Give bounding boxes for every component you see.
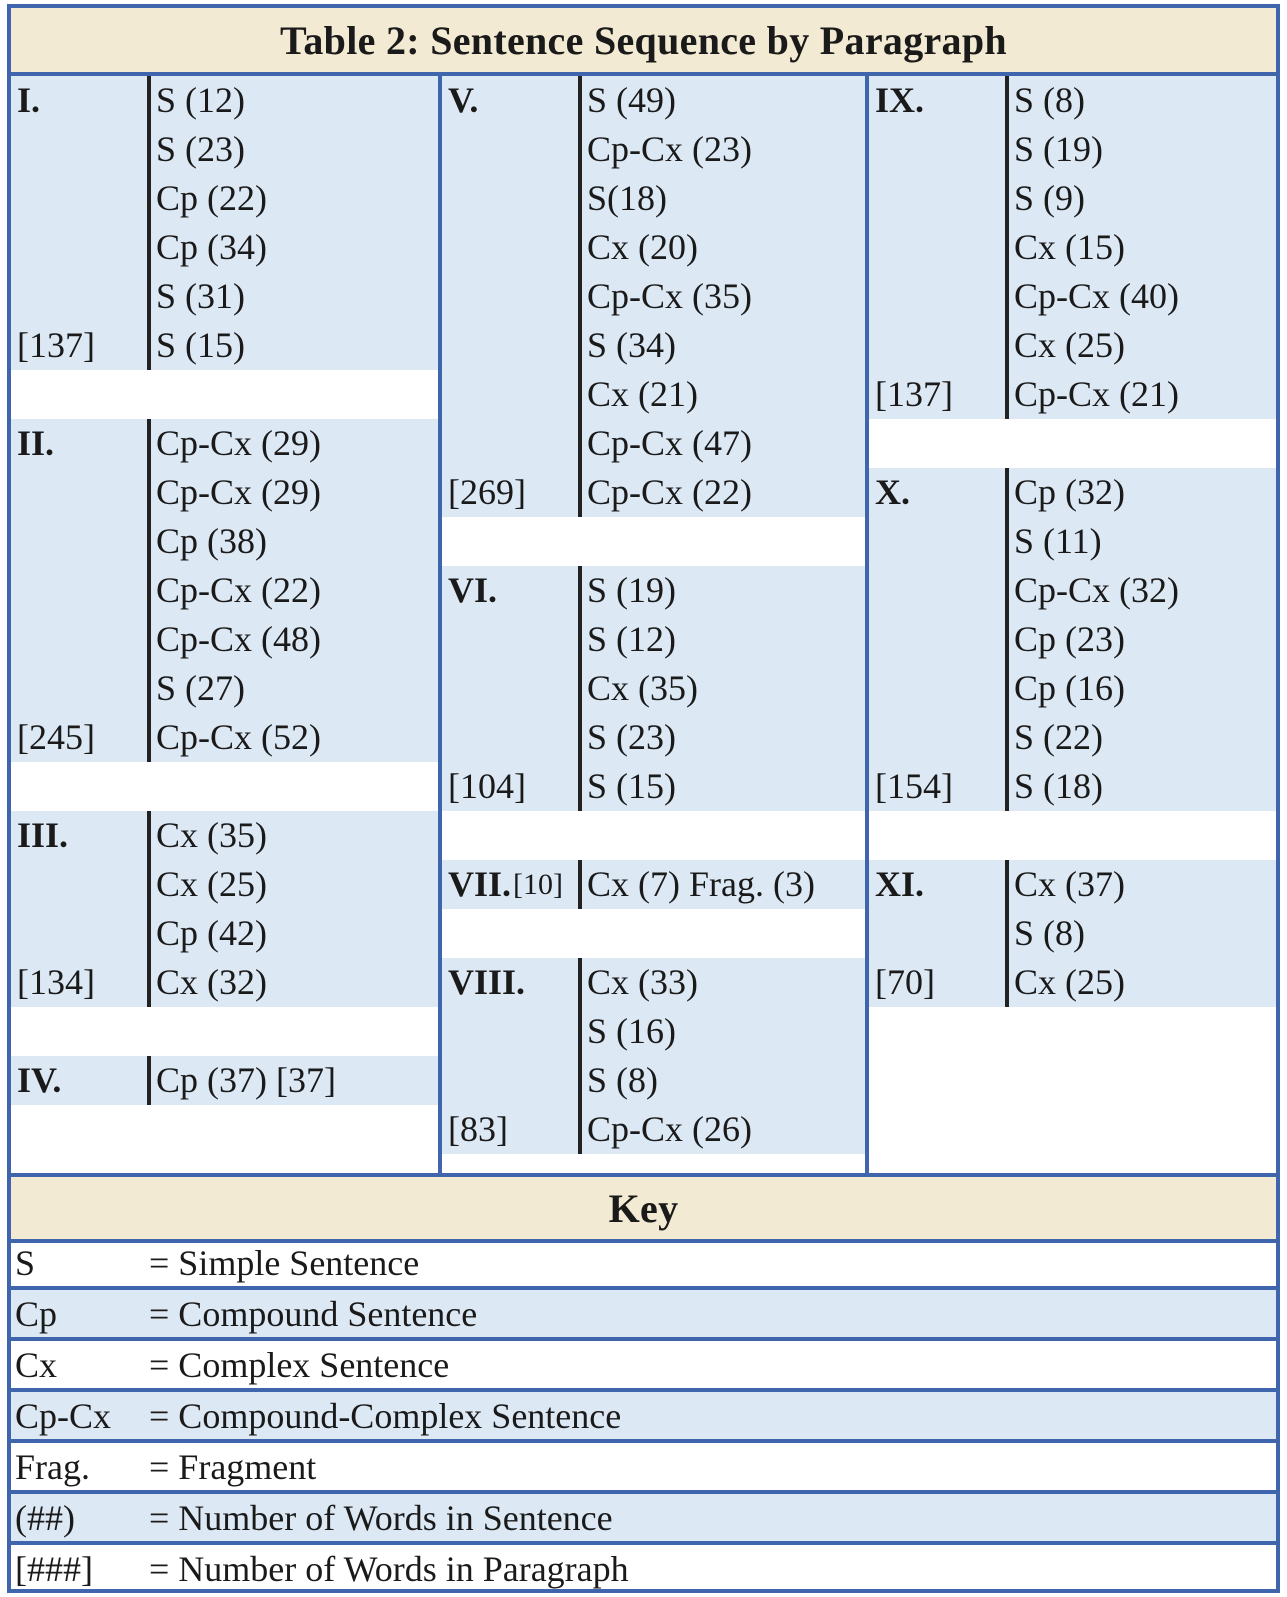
paragraph-block xyxy=(11,419,438,762)
paragraph-numeral: X. xyxy=(875,472,910,512)
sentence-entry: Cp-Cx (48) xyxy=(156,619,321,659)
sentence-entry: Cp (34) xyxy=(156,227,267,267)
key-abbreviation: [###] xyxy=(15,1548,93,1589)
paragraph-word-count: [134] xyxy=(17,962,95,1002)
paragraph-block xyxy=(869,76,1276,419)
key-row xyxy=(11,1341,1276,1392)
key-definition: = Fragment xyxy=(149,1446,317,1487)
key-definition: = Simple Sentence xyxy=(149,1242,420,1283)
sentence-entry: Cx (32) xyxy=(156,962,267,1002)
paragraph-label xyxy=(11,811,147,1007)
key-heading: Key xyxy=(11,1173,1276,1243)
sentence-entry: Cp (32) xyxy=(1014,472,1125,512)
sentence-entry: Cx (35) xyxy=(156,815,267,855)
sentence-list xyxy=(147,419,438,762)
key-abbreviation: (##) xyxy=(15,1497,75,1538)
paragraph-numeral: VII. xyxy=(448,864,512,904)
sentence-entry: Cp (37) [37] xyxy=(156,1060,336,1100)
sentence-entry: Cp (23) xyxy=(1014,619,1125,659)
key-row xyxy=(11,1494,1276,1545)
sentence-entry: Cp (38) xyxy=(156,521,267,561)
sentence-entry: Cx (15) xyxy=(1014,227,1125,267)
paragraph-word-count: [137] xyxy=(875,374,953,414)
key-abbreviation: S xyxy=(15,1242,36,1283)
paragraph-block xyxy=(869,468,1276,811)
sentence-entry: S (8) xyxy=(587,1060,658,1100)
sentence-entry: S (19) xyxy=(1014,129,1103,169)
sentence-entry: Cp (22) xyxy=(156,178,267,218)
sentence-entry: Cx (35) xyxy=(587,668,698,708)
sentence-entry: S (23) xyxy=(156,129,245,169)
sentence-entry: S (34) xyxy=(587,325,676,365)
sentence-list xyxy=(147,811,438,1007)
sentence-entry: Cx (25) xyxy=(1014,325,1125,365)
sentence-list xyxy=(578,76,865,517)
paragraph-block xyxy=(442,566,865,811)
paragraph-block xyxy=(442,860,865,909)
paragraph-numeral: II. xyxy=(17,423,55,463)
sentence-entry: S (15) xyxy=(156,325,245,365)
sentence-list xyxy=(578,860,865,909)
sentence-entry: S (15) xyxy=(587,766,676,806)
paragraph-numeral: V. xyxy=(448,80,479,120)
sentence-entry: S (23) xyxy=(587,717,676,757)
sentence-entry: Cx (25) xyxy=(156,864,267,904)
paragraph-word-count: [70] xyxy=(875,962,935,1002)
key-definition: = Compound-Complex Sentence xyxy=(149,1395,622,1436)
column-2 xyxy=(442,76,869,1173)
sentence-entry: Cp-Cx (52) xyxy=(156,717,321,757)
key-definition: = Compound Sentence xyxy=(149,1293,478,1334)
paragraph-numeral: VIII. xyxy=(448,962,526,1002)
paragraph-label xyxy=(442,566,578,811)
paragraph-numeral: I. xyxy=(17,80,41,120)
sentence-entry: S (27) xyxy=(156,668,245,708)
sentence-entry: S(18) xyxy=(587,178,667,218)
sentence-entry: S (8) xyxy=(1014,80,1085,120)
paragraph-word-count: [137] xyxy=(17,325,95,365)
sentence-entry: Cp-Cx (29) xyxy=(156,423,321,463)
sentence-list xyxy=(147,76,438,370)
paragraph-numeral: IV. xyxy=(17,1060,62,1100)
paragraph-block xyxy=(442,958,865,1154)
sentence-entry: S (49) xyxy=(587,80,676,120)
key-row xyxy=(11,1443,1276,1494)
sentence-entry: S (16) xyxy=(587,1011,676,1051)
sentence-entry: S (18) xyxy=(1014,766,1103,806)
sentence-entry: S (31) xyxy=(156,276,245,316)
paragraph-block xyxy=(11,1056,438,1105)
sentence-entry: Cp (16) xyxy=(1014,668,1125,708)
key-definition: = Complex Sentence xyxy=(149,1344,450,1385)
paragraph-block xyxy=(442,76,865,517)
sentence-entry: S (19) xyxy=(587,570,676,610)
paragraph-label xyxy=(869,468,1005,811)
paragraph-label xyxy=(442,76,578,517)
sentence-entry: Cp-Cx (47) xyxy=(587,423,752,463)
sentence-entry: Cp-Cx (22) xyxy=(587,472,752,512)
paragraph-numeral: IX. xyxy=(875,80,925,120)
paragraph-label xyxy=(442,958,578,1154)
sentence-entry: Cp-Cx (40) xyxy=(1014,276,1179,316)
sentence-list xyxy=(1005,468,1276,811)
sentence-entry: Cp-Cx (29) xyxy=(156,472,321,512)
paragraph-label xyxy=(442,860,578,909)
paragraph-label xyxy=(869,860,1005,1007)
sentence-entry: S (12) xyxy=(587,619,676,659)
paragraph-numeral: VI. xyxy=(448,570,498,610)
key-definition: = Number of Words in Sentence xyxy=(149,1497,613,1538)
paragraph-label xyxy=(11,76,147,370)
key-row xyxy=(11,1545,1276,1592)
sentence-list xyxy=(1005,860,1276,1007)
sentence-list xyxy=(1005,76,1276,419)
sentence-entry: S (22) xyxy=(1014,717,1103,757)
paragraph-block xyxy=(11,811,438,1007)
paragraph-label xyxy=(869,76,1005,419)
paragraph-word-count: [269] xyxy=(448,472,526,512)
paragraph-block xyxy=(869,860,1276,1007)
paragraph-block xyxy=(11,76,438,370)
paragraph-word-count: [104] xyxy=(448,766,526,806)
paragraph-word-count: [154] xyxy=(875,766,953,806)
paragraph-word-count: [10] xyxy=(513,868,564,901)
sentence-entry: Cx (7) Frag. (3) xyxy=(587,864,815,904)
paragraph-numeral: XI. xyxy=(875,864,925,904)
sentence-list xyxy=(147,1056,438,1105)
sentence-entry: Cp (42) xyxy=(156,913,267,953)
sentence-entry: S (12) xyxy=(156,80,245,120)
key-row xyxy=(11,1290,1276,1341)
key-abbreviation: Frag. xyxy=(15,1446,90,1487)
key-abbreviation: Cp-Cx xyxy=(15,1395,112,1436)
column-1 xyxy=(11,76,442,1173)
paragraph-word-count: [245] xyxy=(17,717,95,757)
sentence-entry: Cx (20) xyxy=(587,227,698,267)
sentence-entry: Cp-Cx (32) xyxy=(1014,570,1179,610)
key-abbreviation: Cx xyxy=(15,1344,58,1385)
sentence-entry: Cp-Cx (35) xyxy=(587,276,752,316)
paragraph-label xyxy=(11,419,147,762)
sentence-list xyxy=(578,566,865,811)
paragraph-label xyxy=(11,1056,147,1105)
key-row xyxy=(11,1392,1276,1443)
sentence-entry: Cx (25) xyxy=(1014,962,1125,1002)
key-definition: = Number of Words in Paragraph xyxy=(149,1548,629,1589)
key-list xyxy=(11,1239,1276,1592)
sentence-entry: S (9) xyxy=(1014,178,1085,218)
sentence-entry: Cx (33) xyxy=(587,962,698,1002)
sentence-entry: Cp-Cx (23) xyxy=(587,129,752,169)
sentence-entry: Cx (37) xyxy=(1014,864,1125,904)
sentence-entry: S (8) xyxy=(1014,913,1085,953)
sentence-entry: Cp-Cx (21) xyxy=(1014,374,1179,414)
paragraph-numeral: III. xyxy=(17,815,69,855)
sentence-entry: Cp-Cx (26) xyxy=(587,1109,752,1149)
paragraph-word-count: [83] xyxy=(448,1109,508,1149)
sentence-list xyxy=(578,958,865,1154)
table-frame xyxy=(7,4,1280,1593)
key-abbreviation: Cp xyxy=(15,1293,58,1334)
column-3 xyxy=(869,76,1276,1173)
sentence-entry: Cp-Cx (22) xyxy=(156,570,321,610)
sentence-entry: Cx (21) xyxy=(587,374,698,414)
key-row xyxy=(11,1239,1276,1290)
sentence-entry: S (11) xyxy=(1014,521,1102,561)
table-title: Table 2: Sentence Sequence by Paragraph xyxy=(11,8,1276,76)
